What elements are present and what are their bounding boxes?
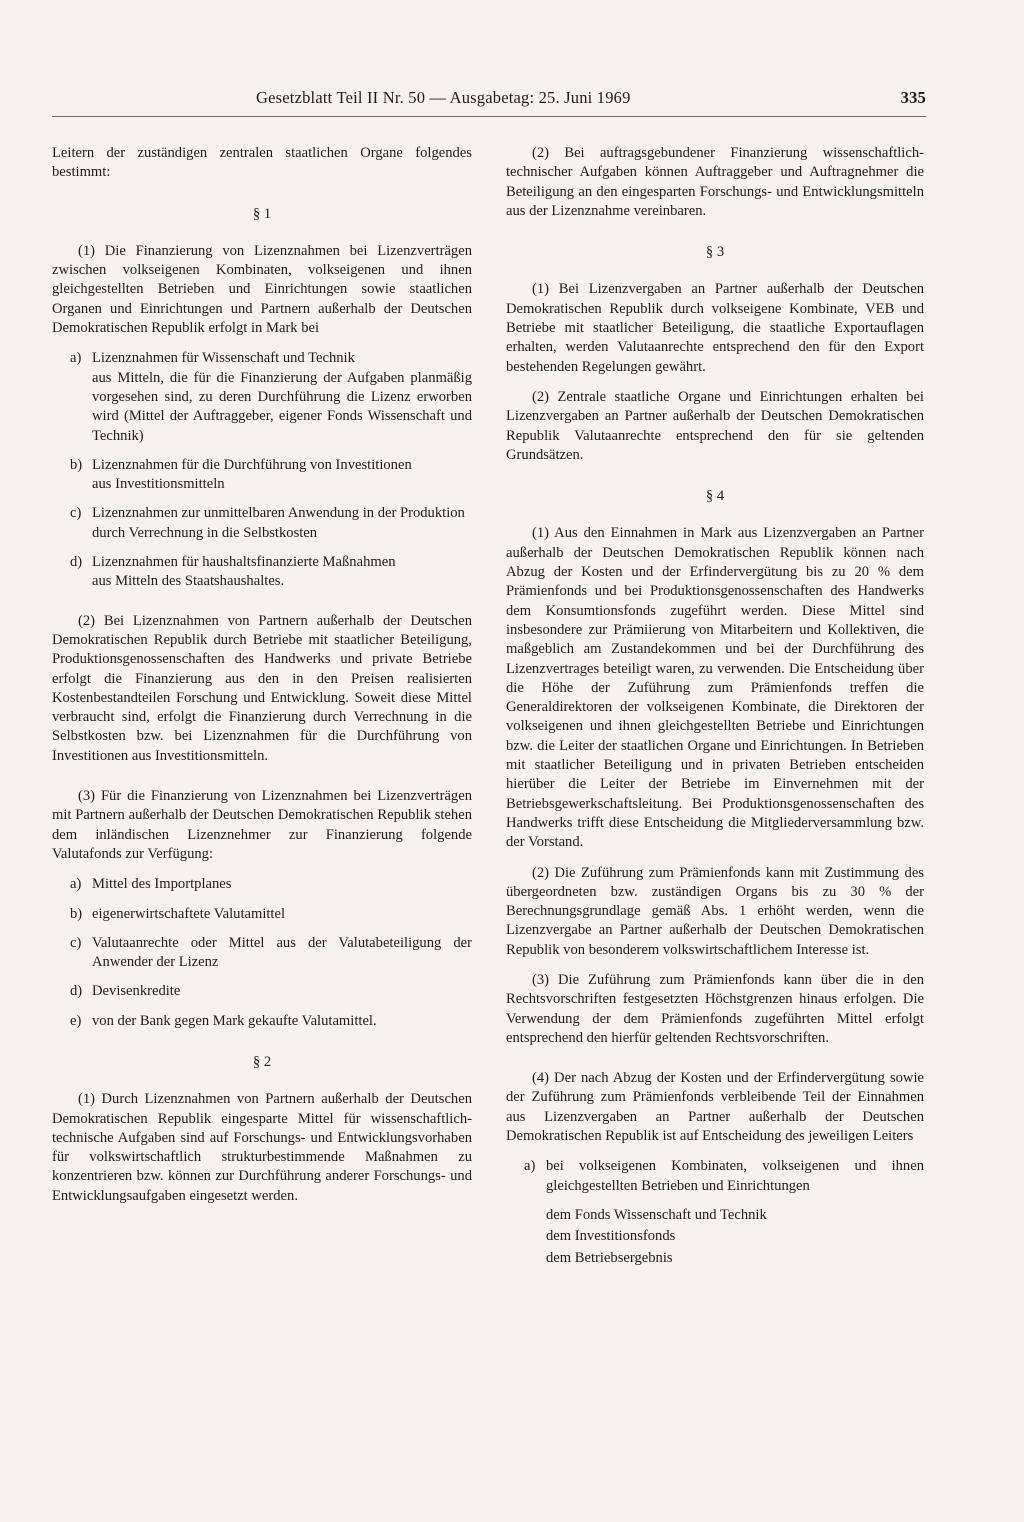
list-item-c (52, 504, 472, 543)
list-text: von der Bank gegen Mark gekaufte Valutamittel. (92, 1012, 377, 1029)
s4-paragraph-3: (3) Die Zuführung zum Prämienfonds kann über die in den Rechtsvorschriften festgesetzten Höchstgrenzen hinaus erfolgen. Die Verwendung der dem Prämienfonds zugeführten Mittel erfolgt entsprechend den hierfür geltenden Rechtsvorschriften. (506, 971, 924, 1046)
destination-fund: dem Betriebsergebnis (546, 1249, 673, 1266)
list-detail: aus Mitteln des Staatshaushaltes. (92, 573, 285, 590)
list-item-b (52, 456, 472, 495)
list-text: Mittel des Importplanes (92, 876, 232, 893)
list-text: bei volkseigenen Kombinaten, volkseigenen und ihnen gleichgestellten Betrieben und Einrichtungen (546, 1158, 924, 1194)
s2-paragraph-2: (2) Bei auftragsgebundener Finanzierung wissenschaftlich-technischer Aufgaben können Auftraggeber und Auftragnehmer die Beteiligung an den eingesparten Forschungs- und Entwicklungsmitteln aus der Lizenznahme vereinbaren. (506, 145, 924, 219)
fund-item-a (52, 875, 472, 894)
s4-paragraph-1: (1) Aus den Einnahmen in Mark aus Lizenzvergaben an Partner außerhalb der Deutschen Demokratischen Republik können nach Abzug der Kosten und der Erfindervergütung bis zu 20 % dem Prämienfonds und bei Produktionsgenossenschaften des Handwerks dem Konsumtionsfonds zugeführt werden. Diese Mittel sind insbesondere zur Prämiierung von Mitarbeitern und Kollektiven, die maßgeblich am Zustandekommen und bei der Durchführung des Lizenzvertrages beteiligt waren, zu verwenden. Die Entscheidung über die Höhe der Zuführung zum Prämienfonds treffen die Generaldirektoren der volkseigenen Kombinate, die Direktoren der volkseigenen und ihnen gleichgestellten Betriebe und Einrichtungen bzw. die Leiter der staatlichen Organe und Einrichtungen. In Betrieben mit staatlicher Beteiligung und in privaten Betrieben entscheiden hierüber die Leiter der Betriebe im Einvernehmen mit der Betriebsgewerkschaftsleitung. Bei Produktionsgenossenschaften des Handwerks trifft diese Entscheidung die Mitgliederversammlung bzw. der Vorstand. (506, 525, 924, 851)
s4-list-item-a (506, 1157, 924, 1196)
s4-paragraph-4: (4) Der nach Abzug der Kosten und der Erfindervergütung sowie der Zuführung zum Prämienfonds verbleibende Teil der Einnahmen aus Lizenzvergaben an Partner außerhalb der Deutschen Demokratischen Republik ist auf Entscheidung des jeweiligen Leiters (506, 1070, 924, 1145)
s2-paragraph-1: (1) Durch Lizenznahmen von Partnern außerhalb der Deutschen Demokratischen Republik eingesparte Mittel für wissenschaftlich-technische Aufgaben sind auf Forschungs- und Entwicklungsvorhaben für volkswirtschaftlich strukturbestimmende Maßnahmen zu konzentrieren bzw. können zur Durchführung anderer Forschungs- und Entwicklungsaufgaben eingesetzt werden. (52, 1091, 472, 1204)
list-title: Lizenznahmen zur unmittelbaren Anwendung in der Produktion (92, 505, 465, 522)
intro-paragraph: Leitern der zuständigen zentralen staatlichen Organe folgendes bestimmt: (52, 145, 472, 181)
section-3-heading: § 3 (705, 244, 725, 261)
list-label: c) (70, 505, 82, 522)
s1-paragraph-1: (1) Die Finanzierung von Lizenznahmen bei Lizenzverträgen zwischen volkseigenen Kombinaten, volkseigenen und ihnen gleichgestellten Betrieben und Einrichtungen sowie staatlichen Organen und Einrichtungen und Partnern außerhalb der Deutschen Demokratischen Republik erfolgt in Mark bei (52, 242, 472, 337)
list-text: eigenerwirtschaftete Valutamittel (92, 905, 286, 922)
section-4-heading: § 4 (705, 488, 725, 505)
list-text: Valutaanrechte oder Mittel aus der Valutabeteiligung der Anwender der Lizenz (92, 934, 472, 971)
list-label: d) (70, 554, 83, 571)
list-label: e) (70, 1012, 82, 1029)
s3-paragraph-1: (1) Bei Lizenzvergaben an Partner außerhalb der Deutschen Demokratischen Republik durch volkseigene Kombinate, VEB und Betriebe mit staatlicher Beteiligung, die staatliche Exportauflagen erhalten, werden Valutaanrechte entsprechend den für den Export bestehenden Regelungen gewährt. (506, 281, 924, 375)
list-label: a) (70, 876, 82, 893)
list-detail: aus Mitteln, die für die Finanzierung der Aufgaben planmäßig vorgesehen sind, zu deren Durchführung die Lizenz erworben wird (Mittel der Auftraggeber, eigener Fonds Wissenschaft und Technik) (92, 369, 472, 444)
list-detail: durch Verrechnung in die Selbstkosten (92, 524, 318, 541)
destination-fund: dem Fonds Wissenschaft und Technik (546, 1206, 767, 1223)
destination-fund: dem Investitionsfonds (546, 1228, 676, 1245)
header-rule (52, 116, 926, 117)
s3-paragraph-2: (2) Zentrale staatliche Organe und Einrichtungen erhalten bei Lizenzvergaben an Partner außerhalb der Deutschen Demokratischen Republik Valutaanrechte entsprechend den für sie geltenden Grundsätzen. (506, 388, 924, 463)
list-label: a) (524, 1158, 536, 1175)
fund-item-c (52, 934, 472, 973)
list-item-d (52, 553, 472, 592)
list-title: Lizenznahmen für die Durchführung von Investitionen (92, 456, 412, 473)
section-2-heading: § 2 (252, 1053, 272, 1070)
header-title: Gesetzblatt Teil II Nr. 50 — Ausgabetag: 25. Juni 1969 (256, 88, 631, 107)
list-text: Devisenkredite (92, 983, 181, 1000)
list-title: Lizenznahmen für Wissenschaft und Technik (92, 350, 355, 367)
left-column (52, 144, 472, 1217)
list-item-a (52, 349, 472, 445)
section-1-heading: § 1 (252, 205, 272, 222)
list-detail: aus Investitionsmitteln (92, 476, 225, 493)
page-number: 335 (900, 88, 926, 107)
list-label: d) (70, 983, 83, 1000)
fund-item-d (52, 982, 472, 1001)
list-label: c) (70, 934, 82, 951)
list-label: b) (70, 905, 83, 922)
list-title: Lizenznahmen für haushaltsfinanzierte Maßnahmen (92, 554, 396, 571)
fund-item-b (52, 905, 472, 924)
s4-paragraph-2: (2) Die Zuführung zum Prämienfonds kann mit Zustimmung des übergeordneten bzw. zuständigen Organs bis zu 30 % der Berechnungsgrundlage gemäß Abs. 1 erhöht werden, wenn die Lizenzvergabe an Partner außerhalb der Deutschen Demokratischen Republik von besonderem volkswirtschaftlichem Interesse ist. (506, 864, 924, 958)
right-column (506, 144, 924, 1270)
fund-item-e (52, 1012, 472, 1031)
s1-paragraph-2: (2) Bei Lizenznahmen von Partnern außerhalb der Deutschen Demokratischen Republik durch Betriebe mit staatlicher Beteiligung, Produktionsgenossenschaften des Handwerks und private Betriebe erfolgt die Finanzierung aus den in den Preisen realisierten Kostenbestandteilen Forschung und Entwicklung. Soweit diese Mittel verbraucht sind, erfolgt die Finanzierung durch Verrechnung in die Selbstkosten bzw. bei Lizenznahmen für die Durchführung von Investitionen aus Investitionsmitteln. (52, 612, 472, 764)
list-label: a) (70, 350, 82, 367)
s1-paragraph-3: (3) Für die Finanzierung von Lizenznahmen bei Lizenzverträgen mit Partnern außerhalb der Deutschen Demokratischen Republik stehen dem inländischen Lizenznehmer zur Finanzierung folgende Valutafonds zur Verfügung: (52, 788, 472, 862)
list-label: b) (70, 456, 83, 473)
